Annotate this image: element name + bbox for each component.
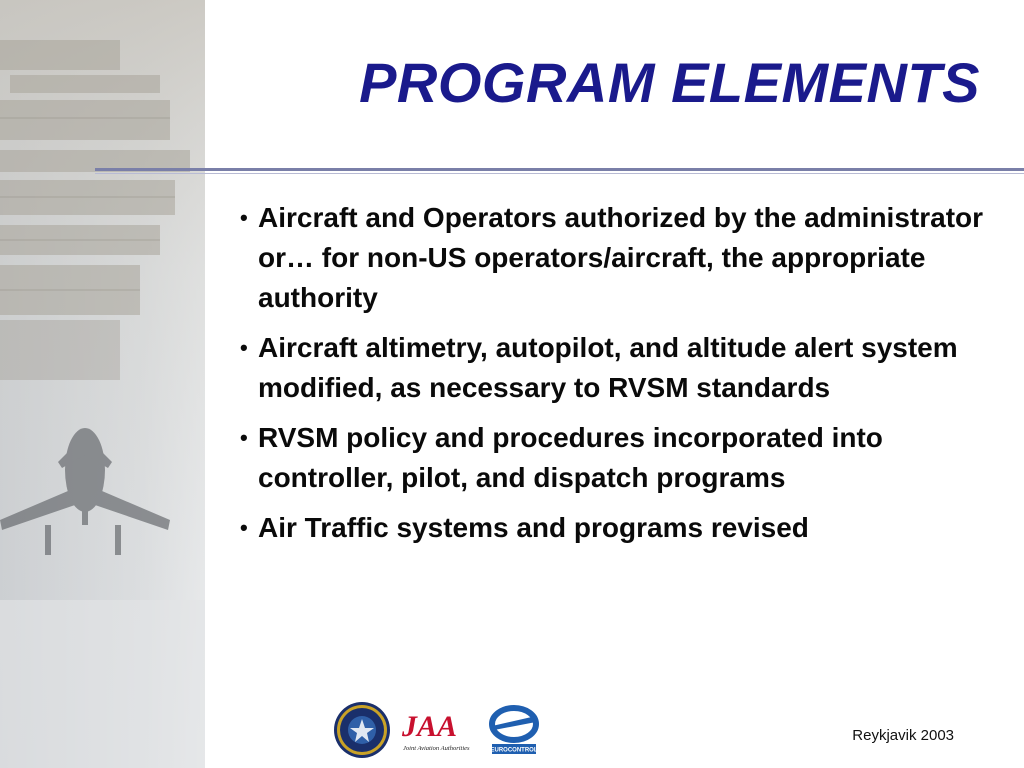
bullet-icon: • (240, 335, 248, 360)
bullet-text: Aircraft and Operators authorized by the administrator or… for non-US operators/aircraft, the appropriate authority (258, 202, 984, 313)
svg-text:JAA: JAA (402, 710, 458, 743)
bullet-text: RVSM policy and procedures incorporated into controller, pilot, and dispatch programs (258, 422, 883, 493)
bullet-list (240, 198, 1000, 558)
bullet-text: Air Traffic systems and programs revised (258, 512, 809, 543)
footer-text: Reykjavik 2003 (852, 727, 954, 744)
sponsor-logos (332, 700, 542, 760)
faa-seal-logo (334, 702, 390, 758)
bullet-item (240, 418, 1000, 498)
bullet-item (240, 508, 1000, 548)
slide-title: PROGRAM ELEMENTS (359, 51, 980, 114)
svg-text:EUROCONTROL: EUROCONTROL (490, 747, 538, 754)
bullet-item (240, 198, 1000, 318)
bullet-item (240, 328, 1000, 408)
title-divider (95, 168, 1024, 171)
bullet-icon: • (240, 515, 248, 540)
airport-airplane-image (0, 0, 205, 768)
bullet-text: Aircraft altimetry, autopilot, and altitude alert system modified, as necessary to RVSM standards (258, 332, 958, 403)
bullet-icon: • (240, 425, 248, 450)
title-divider-secondary (95, 173, 1024, 174)
eurocontrol-logo (491, 708, 538, 754)
bullet-icon: • (240, 205, 248, 230)
jaa-logo (401, 710, 470, 752)
svg-text:Joint Aviation Authorities: Joint Aviation Authorities (403, 745, 470, 752)
